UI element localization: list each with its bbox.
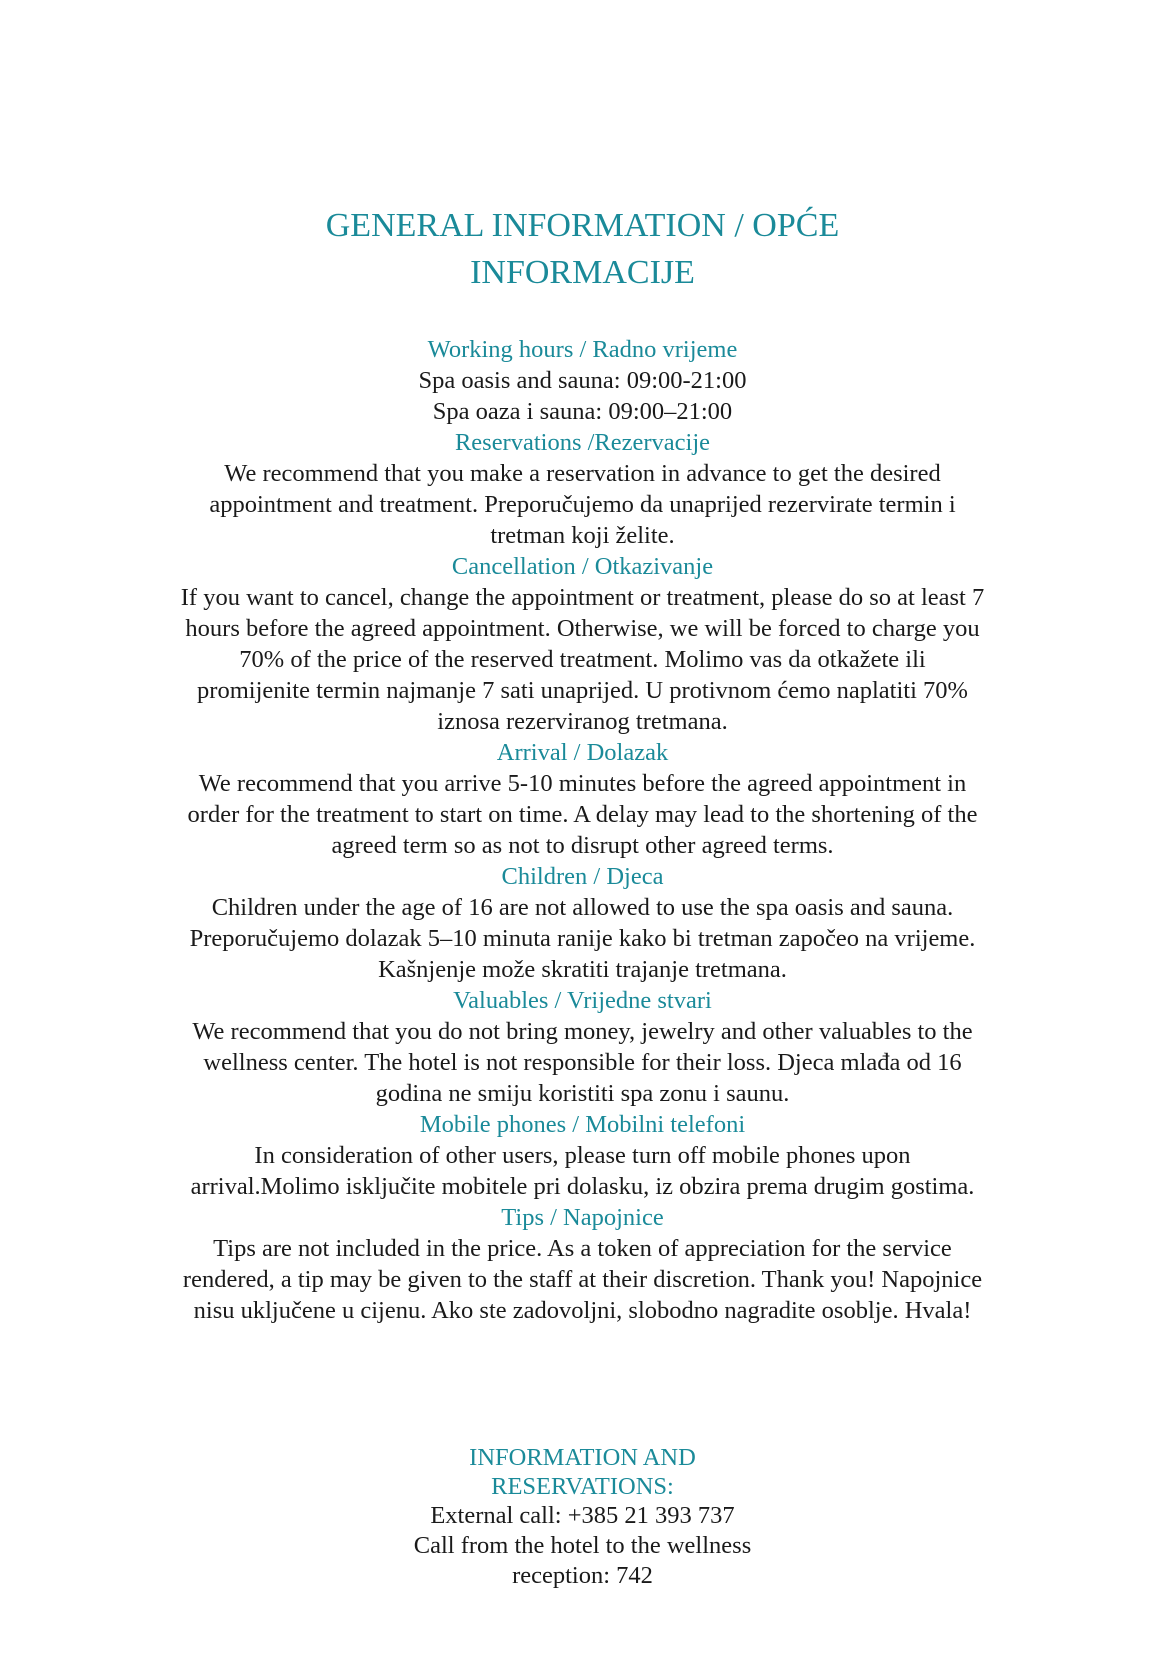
section-working-hours: [180, 334, 985, 427]
contact-heading: INFORMATION AND RESERVATIONS:: [469, 1444, 696, 1500]
section-heading: Valuables / Vrijedne stvari: [453, 987, 712, 1014]
section-heading: Working hours / Radno vrijeme: [427, 336, 738, 363]
section-heading: Cancellation / Otkazivanje: [451, 553, 714, 580]
section-text: Tips are not included in the price. As a token of appreciation for the service rendered, a tip may be given to the staff at their discretion. Thank you! Napojnice nisu uključene u cijenu. Ako ste zadovoljni, slobodno nagradite osoblje. Hvala!: [182, 1235, 983, 1324]
section-text: Spa oaza i sauna: 09:00–21:00: [432, 398, 733, 425]
internal-phone: Call from the hotel to the wellness reception: 742: [413, 1532, 752, 1589]
section-mobile-phones: [180, 1109, 985, 1202]
section-arrival: [180, 737, 985, 861]
section-text: We recommend that you make a reservation in advance to get the desired appointment and treatment. Preporučujemo da unaprijed rezervirate termin i tretman koji želite.: [209, 460, 956, 549]
section-valuables: [180, 985, 985, 1109]
section-text: In consideration of other users, please turn off mobile phones upon arrival.Molimo isključite mobitele pri dolasku, iz obzira prema drugim gostima.: [190, 1142, 975, 1200]
section-heading: Reservations /Rezervacije: [454, 429, 711, 456]
section-text: We recommend that you arrive 5-10 minutes before the agreed appointment in order for the treatment to start on time. A delay may lead to the shortening of the agreed term so as not to disrupt other agreed terms.: [187, 770, 978, 859]
section-children: [180, 861, 985, 985]
section-text: Children under the age of 16 are not allowed to use the spa oasis and sauna. Preporučujemo dolazak 5–10 minuta ranije kako bi tretman započeo na vrijeme. Kašnjenje može skratiti trajanje tretmana.: [189, 894, 976, 983]
external-phone: External call: +385 21 393 737: [430, 1502, 735, 1529]
section-text: Spa oasis and sauna: 09:00-21:00: [418, 367, 747, 394]
information-sections: [180, 334, 985, 1326]
section-heading: Mobile phones / Mobilni telefoni: [419, 1111, 746, 1138]
page-title: GENERAL INFORMATION / OPĆE INFORMACIJE: [325, 207, 840, 291]
section-heading: Tips / Napojnice: [501, 1204, 664, 1231]
section-text: We recommend that you do not bring money, jewelry and other valuables to the wellness center. The hotel is not responsible for their loss. Djeca mlađa od 16 godina ne smiju koristiti spa zonu i saunu.: [192, 1018, 973, 1107]
section-reservations: [180, 427, 985, 551]
contact-block: [380, 1444, 785, 1591]
section-tips: [180, 1202, 985, 1326]
section-heading: Children / Djeca: [501, 863, 664, 890]
section-heading: Arrival / Dolazak: [496, 739, 669, 766]
section-text: If you want to cancel, change the appointment or treatment, please do so at least 7 hours before the agreed appointment. Otherwise, we will be forced to charge you 70% of the price of the reserved treatment. Molimo vas da otkažete ili promijenite termin najmanje 7 sati unaprijed. U protivnom ćemo naplatiti 70% iznosa rezerviranog tretmana.: [180, 584, 985, 735]
section-cancellation: [180, 551, 985, 737]
